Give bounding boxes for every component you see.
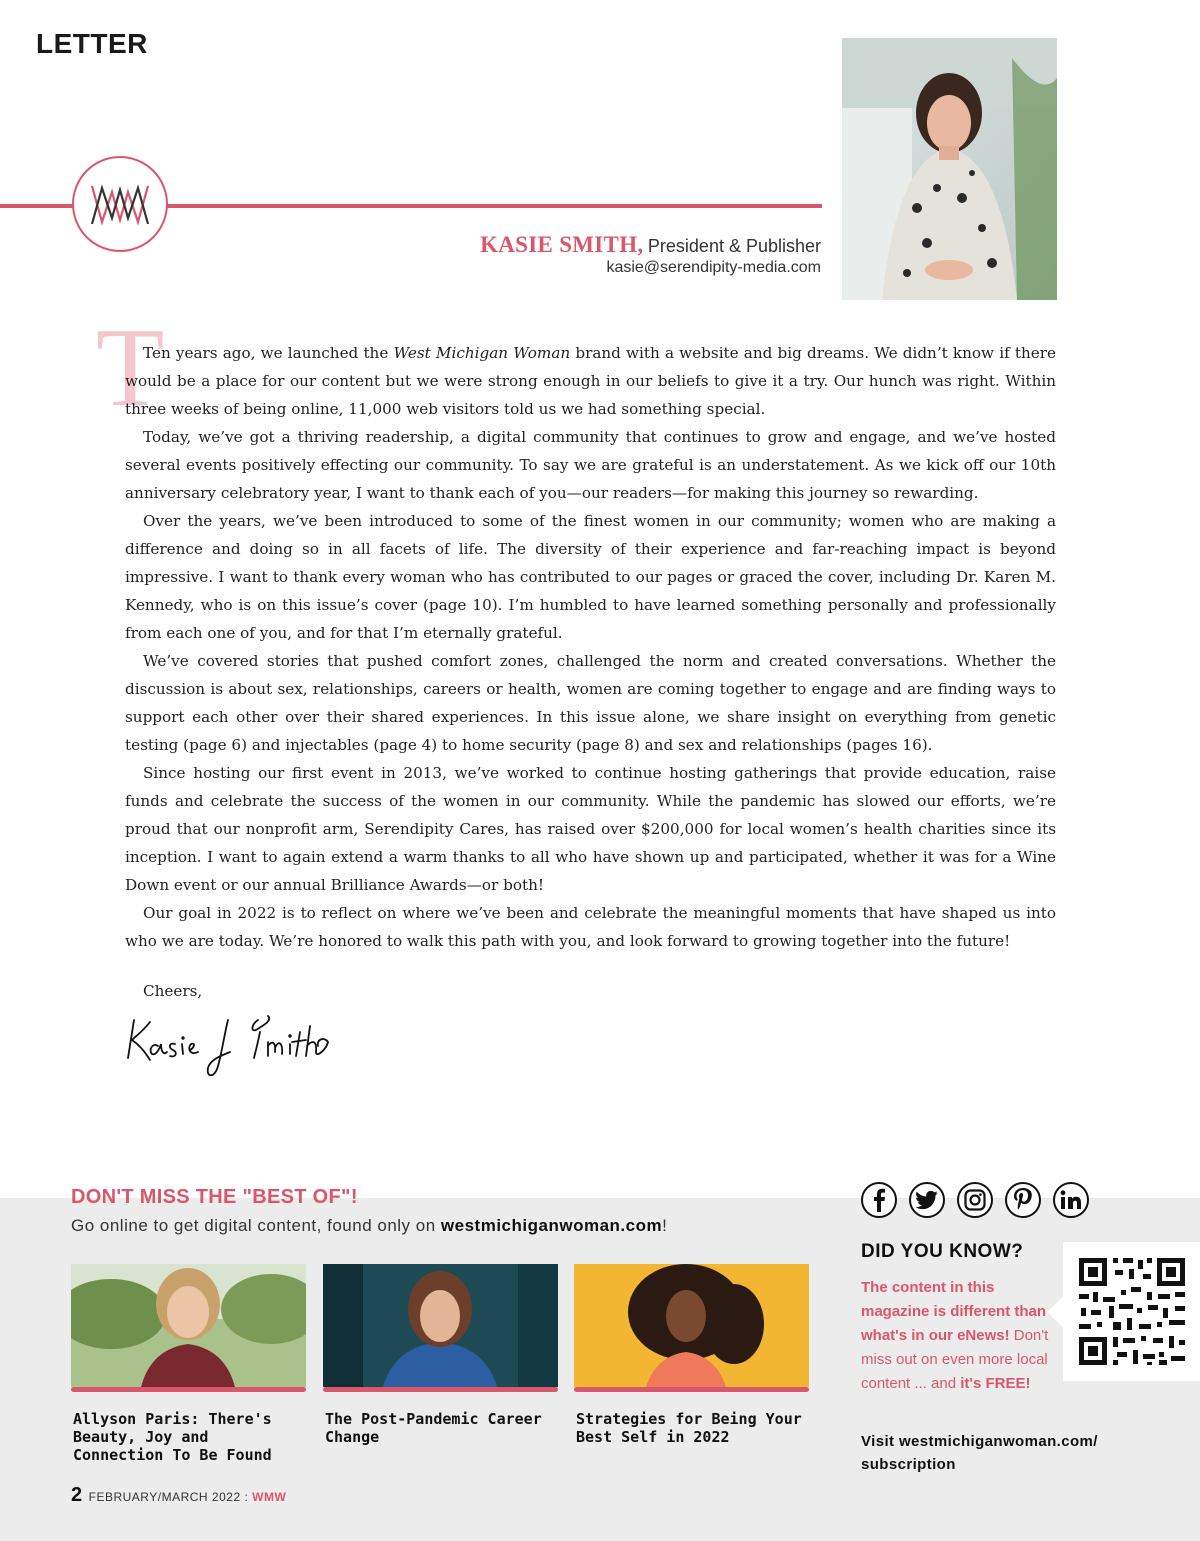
drop-cap: T <box>96 306 165 430</box>
card-image <box>574 1264 809 1387</box>
letter-body <box>125 339 1056 955</box>
card-accent-bar <box>71 1387 306 1392</box>
footer-brand: WMW <box>252 1490 287 1504</box>
best-of-title: DON'T MISS THE "BEST OF"! <box>71 1186 358 1208</box>
paragraph-4: We’ve covered stories that pushed comfort zones, challenged the norm and created conversations. Whether the discussion is about sex, relationships, careers or health, women are coming together to engage and are finding ways to support each other over their shared experiences. In this issue alone, we share insight on everything from genetic testing (page 6) and injectables (page 4) to home security (page 8) and sex and relationships (pages 16). <box>125 652 1056 754</box>
paragraph-1: Ten years ago, we launched the West Michigan Woman brand with a website and big dreams. We didn’t know if there would be a place for our content but we were strong enough in our beliefs to give it a try. Our hunch was right. Within three weeks of being online, 11,000 web visitors told us we had something special. <box>125 344 1056 418</box>
wmw-logo <box>72 156 168 252</box>
best-of-card[interactable] <box>574 1264 809 1446</box>
publisher-photo <box>842 38 1057 300</box>
issue-date: FEBRUARY/MARCH 2022 : <box>88 1490 253 1504</box>
paragraph-2: Today, we’ve got a thriving readership, a digital community that continues to grow and engage, and we’ve hosted several events positively effecting our community. To say we are grateful is an understatement. As we kick off our 10th anniversary celebratory year, I want to thank each of you—our readers—for making this journey so rewarding. <box>125 428 1056 502</box>
site-link[interactable]: westmichiganwoman.com <box>440 1216 663 1235</box>
pinterest-icon[interactable] <box>1005 1182 1041 1218</box>
social-links <box>861 1182 1089 1218</box>
author-role: President & Publisher <box>647 236 821 256</box>
did-you-know-title: DID YOU KNOW? <box>861 1241 1024 1262</box>
author-name: KASIE SMITH, <box>480 232 644 257</box>
byline <box>480 232 821 277</box>
qr-code[interactable] <box>1063 1242 1200 1381</box>
card-image <box>71 1264 306 1387</box>
paragraph-5: Since hosting our first event in 2013, we’ve worked to continue hosting gatherings that provide education, raise funds and celebrate the success of the women in our community. While the pandemic has slowed our efforts, we’re proud that our nonprofit arm, Serendipity Cares, has raised over $200,000 for local women’s health charities since its inception. I want to again extend a warm thanks to all who have shown up and participated, whether it was for a Wine Down event or our annual Brilliance Awards—or both! <box>125 764 1056 894</box>
closing: Cheers, <box>143 982 203 1000</box>
card-title[interactable]: The Post-Pandemic Career Change <box>325 1410 542 1446</box>
best-of-card[interactable] <box>71 1264 306 1464</box>
page-number: 2 <box>71 1484 83 1506</box>
best-of-card[interactable] <box>323 1264 558 1446</box>
qr-callout-notch <box>1047 1296 1064 1328</box>
paragraph-3: Over the years, we’ve been introduced to some of the finest women in our community; women who are making a difference and doing so in all facets of life. The diversity of their experience and far-reaching impact is beyond impressive. I want to thank every woman who has contributed to our pages or graced the cover, including Dr. Karen M. Kennedy, who is on this issue’s cover (page 10). I’m humbled to have learned something personally and professionally from each one of you, and for that I’m eternally grateful. <box>125 512 1056 642</box>
card-image <box>323 1264 558 1387</box>
signature <box>120 1002 330 1085</box>
card-accent-bar <box>574 1387 809 1392</box>
brand-italic: West Michigan Woman <box>393 344 571 362</box>
card-title[interactable]: Strategies for Being Your Best Self in 2022 <box>576 1410 802 1446</box>
instagram-icon[interactable] <box>957 1182 993 1218</box>
page-footer <box>71 1484 286 1507</box>
card-title[interactable]: Allyson Paris: There's Beauty, Joy and Connection To Be Found <box>73 1410 272 1464</box>
did-you-know-text: The content in this magazine is different than what's in our eNews! Don't miss out on even more local content ... and it's FREE! <box>861 1279 1049 1392</box>
card-accent-bar <box>323 1387 558 1392</box>
author-email[interactable]: kasie@serendipity-media.com <box>606 259 821 276</box>
subscription-link[interactable]: Visit westmichiganwoman.com/ subscription <box>861 1433 1098 1473</box>
paragraph-6: Our goal in 2022 is to reflect on where we’ve been and celebrate the meaningful moments that have shaped us into who we are today. We’re honored to walk this path with you, and look forward to growing together into the future! <box>125 904 1056 950</box>
facebook-icon[interactable] <box>861 1182 897 1218</box>
best-of-subtitle: Go online to get digital content, found only on westmichiganwoman.com! <box>71 1216 668 1235</box>
twitter-icon[interactable] <box>909 1182 945 1218</box>
section-label: LETTER <box>36 28 148 59</box>
linkedin-icon[interactable] <box>1053 1182 1089 1218</box>
